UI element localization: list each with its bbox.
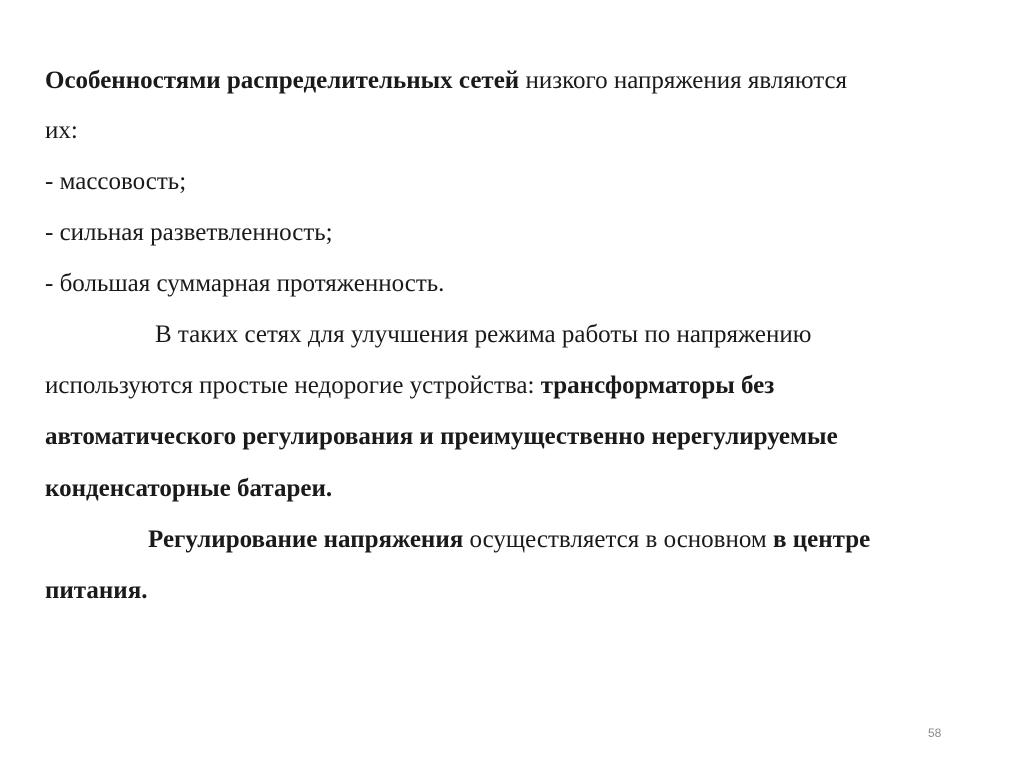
page-number: 58	[928, 726, 942, 740]
slide-line	[45, 167, 186, 197]
text-segment: питания.	[45, 577, 148, 604]
slide-line	[45, 66, 847, 96]
text-segment: - массовость;	[45, 168, 187, 195]
text-segment: используются простые недорогие устройства:	[45, 372, 541, 399]
text-segment: Особенностями распределительных сетей	[45, 67, 520, 94]
slide-line	[45, 576, 147, 606]
slide-line	[45, 371, 774, 401]
text-segment: осуществляется в основном	[463, 526, 773, 553]
text-segment: в центре	[772, 526, 871, 553]
slide-line	[148, 525, 870, 555]
text-segment: - большая суммарная протяженность.	[45, 270, 445, 297]
text-segment: - сильная разветвленность;	[45, 219, 333, 246]
text-segment: трансформаторы без	[540, 372, 775, 399]
text-segment: Регулирование напряжения	[148, 526, 464, 553]
text-segment: В таких сетях для улучшения режима работы по напряжению	[155, 321, 812, 348]
text-segment: низкого напряжения являются	[519, 67, 848, 94]
slide-line	[45, 218, 333, 248]
slide-line	[45, 269, 444, 299]
text-segment: их:	[45, 117, 78, 144]
slide-line	[45, 422, 838, 452]
text-segment: автоматического регулирования и преимущественно нерегулируемые	[45, 423, 838, 450]
slide-line	[45, 474, 332, 504]
slide-line	[45, 116, 78, 146]
slide-line	[155, 320, 811, 350]
text-segment: конденсаторные батареи.	[45, 475, 333, 502]
